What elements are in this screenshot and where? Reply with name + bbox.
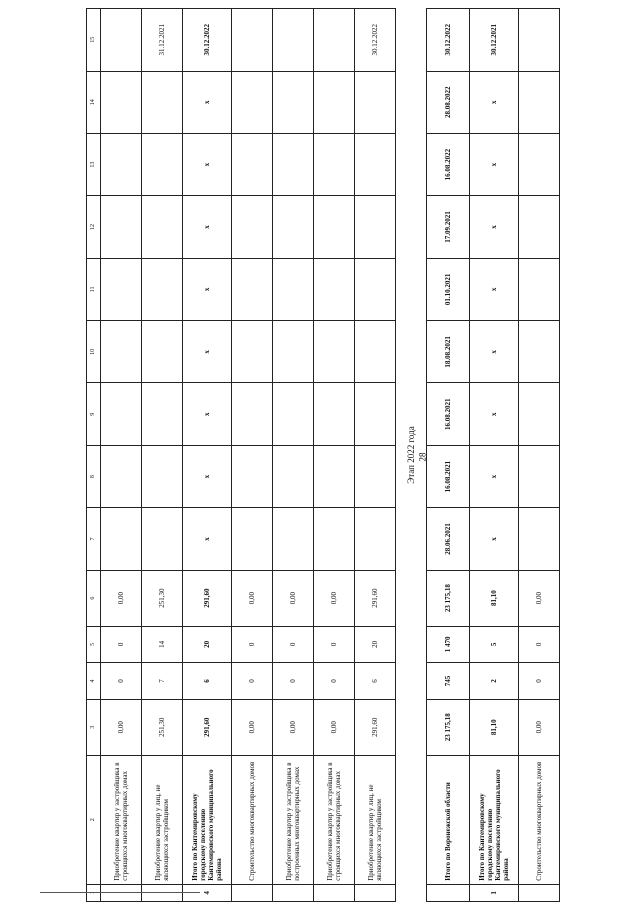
table-row — [355, 9, 396, 902]
table-cell — [355, 445, 396, 507]
table-cell: х — [183, 196, 232, 258]
table-row — [142, 9, 183, 902]
table-cell — [232, 383, 273, 445]
table-cell — [427, 884, 470, 901]
table-cell: 31.12.2021 — [142, 9, 183, 72]
table-cell: 0 — [232, 663, 273, 700]
table-cell: 0,00 — [519, 699, 560, 755]
table-cell — [232, 445, 273, 507]
table-cell — [314, 508, 355, 570]
table-cell: 20 — [183, 626, 232, 663]
table-cell: х — [183, 508, 232, 570]
table-cell: х — [183, 71, 232, 133]
table-cell — [232, 258, 273, 320]
table-cell: 28.06.2021 — [427, 508, 470, 570]
table-cell: 1 — [470, 884, 519, 901]
table-cell: 745 — [427, 663, 470, 700]
table-cell: 2 — [470, 663, 519, 700]
table-cell: 0,00 — [232, 699, 273, 755]
table-cell: х — [183, 258, 232, 320]
table-cell — [355, 884, 396, 901]
table-cell — [101, 508, 142, 570]
table-cell — [273, 133, 314, 195]
table-cell: Приобретение квартир у застройщика в строящихся многоквартирных домах — [101, 755, 142, 884]
table-cell: 0 — [519, 663, 560, 700]
stage-title-row — [396, 9, 427, 902]
table-cell: 0,00 — [314, 699, 355, 755]
table-cell — [142, 196, 183, 258]
table-cell — [355, 258, 396, 320]
table-cell: 0 — [273, 626, 314, 663]
table-cell — [232, 321, 273, 383]
table-cell: 16.08.2022 — [427, 133, 470, 195]
table-cell: х — [183, 133, 232, 195]
table-cell: 0 — [314, 663, 355, 700]
table-cell: 7 — [142, 663, 183, 700]
table-cell — [519, 9, 560, 72]
table-container — [86, 8, 556, 902]
table-cell: 0 — [519, 626, 560, 663]
table-cell: 251,30 — [142, 699, 183, 755]
table-cell: х — [470, 133, 519, 195]
table-cell: 23 175,18 — [427, 570, 470, 626]
stage-title: Этап 2022 года — [396, 9, 427, 902]
table-cell: 251,30 — [142, 570, 183, 626]
table-cell: 9 — [87, 383, 101, 445]
table-cell: 5 — [470, 626, 519, 663]
table-cell: 0,00 — [519, 570, 560, 626]
table-cell: Итого по Кантемировскому городскому поселению Кантемировского муниципального района — [470, 755, 519, 884]
table-cell: 14 — [87, 71, 101, 133]
table-cell — [519, 71, 560, 133]
table-cell: х — [183, 321, 232, 383]
table-cell: 12 — [87, 196, 101, 258]
table-cell — [232, 508, 273, 570]
page-number: 28 — [417, 452, 428, 462]
table-cell — [273, 9, 314, 72]
table-cell — [355, 196, 396, 258]
table-cell: Итого по Кантемировскому городскому поселению Кантемировского муниципального района — [183, 755, 232, 884]
table-row — [101, 9, 142, 902]
table-cell — [519, 445, 560, 507]
table-cell — [142, 445, 183, 507]
table-cell — [232, 884, 273, 901]
table-cell — [101, 445, 142, 507]
table-cell — [355, 71, 396, 133]
table-cell: 291,60 — [355, 699, 396, 755]
table-cell: х — [183, 445, 232, 507]
table-cell: 3 — [87, 699, 101, 755]
table-cell — [101, 196, 142, 258]
table-cell: 7 — [87, 508, 101, 570]
table-cell — [101, 133, 142, 195]
table-body — [87, 9, 560, 902]
table-cell — [519, 196, 560, 258]
table-cell — [232, 71, 273, 133]
table-cell — [314, 196, 355, 258]
table-row — [183, 9, 232, 902]
table-cell: 18.08.2021 — [427, 321, 470, 383]
table-cell — [142, 133, 183, 195]
table-cell: 0,00 — [273, 699, 314, 755]
table-cell — [314, 258, 355, 320]
table-cell: 4 — [183, 884, 232, 901]
table-cell — [314, 71, 355, 133]
table-cell — [273, 884, 314, 901]
table-cell — [519, 321, 560, 383]
rotated-table — [86, 8, 556, 902]
table-cell: 1 470 — [427, 626, 470, 663]
table-cell: 0 — [101, 626, 142, 663]
table-cell — [273, 258, 314, 320]
table-cell: Приобретение квартир у лиц, не являющихся застройщиком — [355, 755, 396, 884]
table-cell: 2 — [87, 755, 101, 884]
table-cell — [273, 321, 314, 383]
table-cell — [101, 71, 142, 133]
table-cell: 0 — [232, 626, 273, 663]
table-cell — [232, 133, 273, 195]
table-cell: 5 — [87, 626, 101, 663]
table-cell: 0,00 — [232, 570, 273, 626]
table-cell: Строительство многоквартирных домов — [519, 755, 560, 884]
table-cell — [519, 884, 560, 901]
table-cell: 81,10 — [470, 570, 519, 626]
table-cell — [314, 445, 355, 507]
table-cell: Приобретение квартир у застройщика в строящихся многоквартирных домах — [314, 755, 355, 884]
table-cell — [355, 133, 396, 195]
table-cell — [273, 383, 314, 445]
table-cell: 15 — [87, 9, 101, 72]
table-cell: 291,60 — [355, 570, 396, 626]
table-cell: 0,00 — [273, 570, 314, 626]
table-cell — [355, 508, 396, 570]
table-cell — [355, 321, 396, 383]
table-cell: Строительство многоквартирных домов — [232, 755, 273, 884]
table-cell — [142, 508, 183, 570]
table-cell: х — [470, 258, 519, 320]
table-cell: 6 — [87, 570, 101, 626]
table-cell: 30.12.2021 — [470, 9, 519, 72]
table-cell: 4 — [87, 663, 101, 700]
table-cell — [142, 383, 183, 445]
table-cell — [101, 383, 142, 445]
table-cell: 6 — [355, 663, 396, 700]
table-cell: 20 — [355, 626, 396, 663]
table-cell: 6 — [183, 663, 232, 700]
table-row — [273, 9, 314, 902]
table-cell — [101, 321, 142, 383]
table-cell: 8 — [87, 445, 101, 507]
table-cell — [314, 383, 355, 445]
table-cell: Итого по Воронежской области — [427, 755, 470, 884]
table-cell: х — [470, 383, 519, 445]
table-cell — [519, 508, 560, 570]
table-cell: 14 — [142, 626, 183, 663]
table-row — [427, 9, 470, 902]
table-cell: 0,00 — [314, 570, 355, 626]
table-cell — [314, 133, 355, 195]
table-cell — [519, 133, 560, 195]
table-cell — [232, 196, 273, 258]
table-row — [519, 9, 560, 902]
table-cell — [519, 258, 560, 320]
table-cell: Приобретение квартир у застройщика в построенных многоквартирных домах — [273, 755, 314, 884]
table-cell: 23 175,18 — [427, 699, 470, 755]
table-cell: 16.08.2021 — [427, 383, 470, 445]
table-cell — [142, 258, 183, 320]
table-cell — [273, 508, 314, 570]
table-cell: 0,00 — [101, 570, 142, 626]
table-cell — [273, 71, 314, 133]
table-row — [470, 9, 519, 902]
table-cell: х — [470, 321, 519, 383]
table-cell: х — [470, 71, 519, 133]
resettlement-table — [86, 8, 560, 902]
table-cell — [101, 9, 142, 72]
table-cell: х — [183, 383, 232, 445]
table-cell — [314, 9, 355, 72]
table-cell: 11 — [87, 258, 101, 320]
table-cell: х — [470, 445, 519, 507]
table-cell — [519, 383, 560, 445]
table-cell: 01.10.2021 — [427, 258, 470, 320]
table-cell — [142, 321, 183, 383]
column-number-row — [87, 9, 101, 902]
table-cell: х — [470, 196, 519, 258]
table-cell: х — [470, 508, 519, 570]
table-cell — [273, 196, 314, 258]
table-cell: 0 — [273, 663, 314, 700]
table-cell — [142, 71, 183, 133]
table-cell: 28.08.2022 — [427, 71, 470, 133]
table-cell: 30.12.2022 — [355, 9, 396, 72]
table-cell — [355, 383, 396, 445]
table-row — [314, 9, 355, 902]
table-cell — [314, 321, 355, 383]
table-cell — [101, 258, 142, 320]
table-cell: 30.12.2022 — [183, 9, 232, 72]
footnote-rule — [40, 892, 200, 893]
table-cell — [314, 884, 355, 901]
table-cell: 291,60 — [183, 570, 232, 626]
table-cell — [232, 9, 273, 72]
table-cell: 13 — [87, 133, 101, 195]
table-cell — [273, 445, 314, 507]
table-cell: Приобретение квартир у лиц, не являющихся застройщиком — [142, 755, 183, 884]
table-row — [232, 9, 273, 902]
table-cell: 81,10 — [470, 699, 519, 755]
table-cell: 10 — [87, 321, 101, 383]
table-cell: 0 — [101, 663, 142, 700]
table-cell: 291,60 — [183, 699, 232, 755]
table-cell: 30.12.2022 — [427, 9, 470, 72]
table-cell: 17.09.2021 — [427, 196, 470, 258]
table-cell: 0,00 — [101, 699, 142, 755]
table-cell: 16.08.2021 — [427, 445, 470, 507]
table-cell: 0 — [314, 626, 355, 663]
